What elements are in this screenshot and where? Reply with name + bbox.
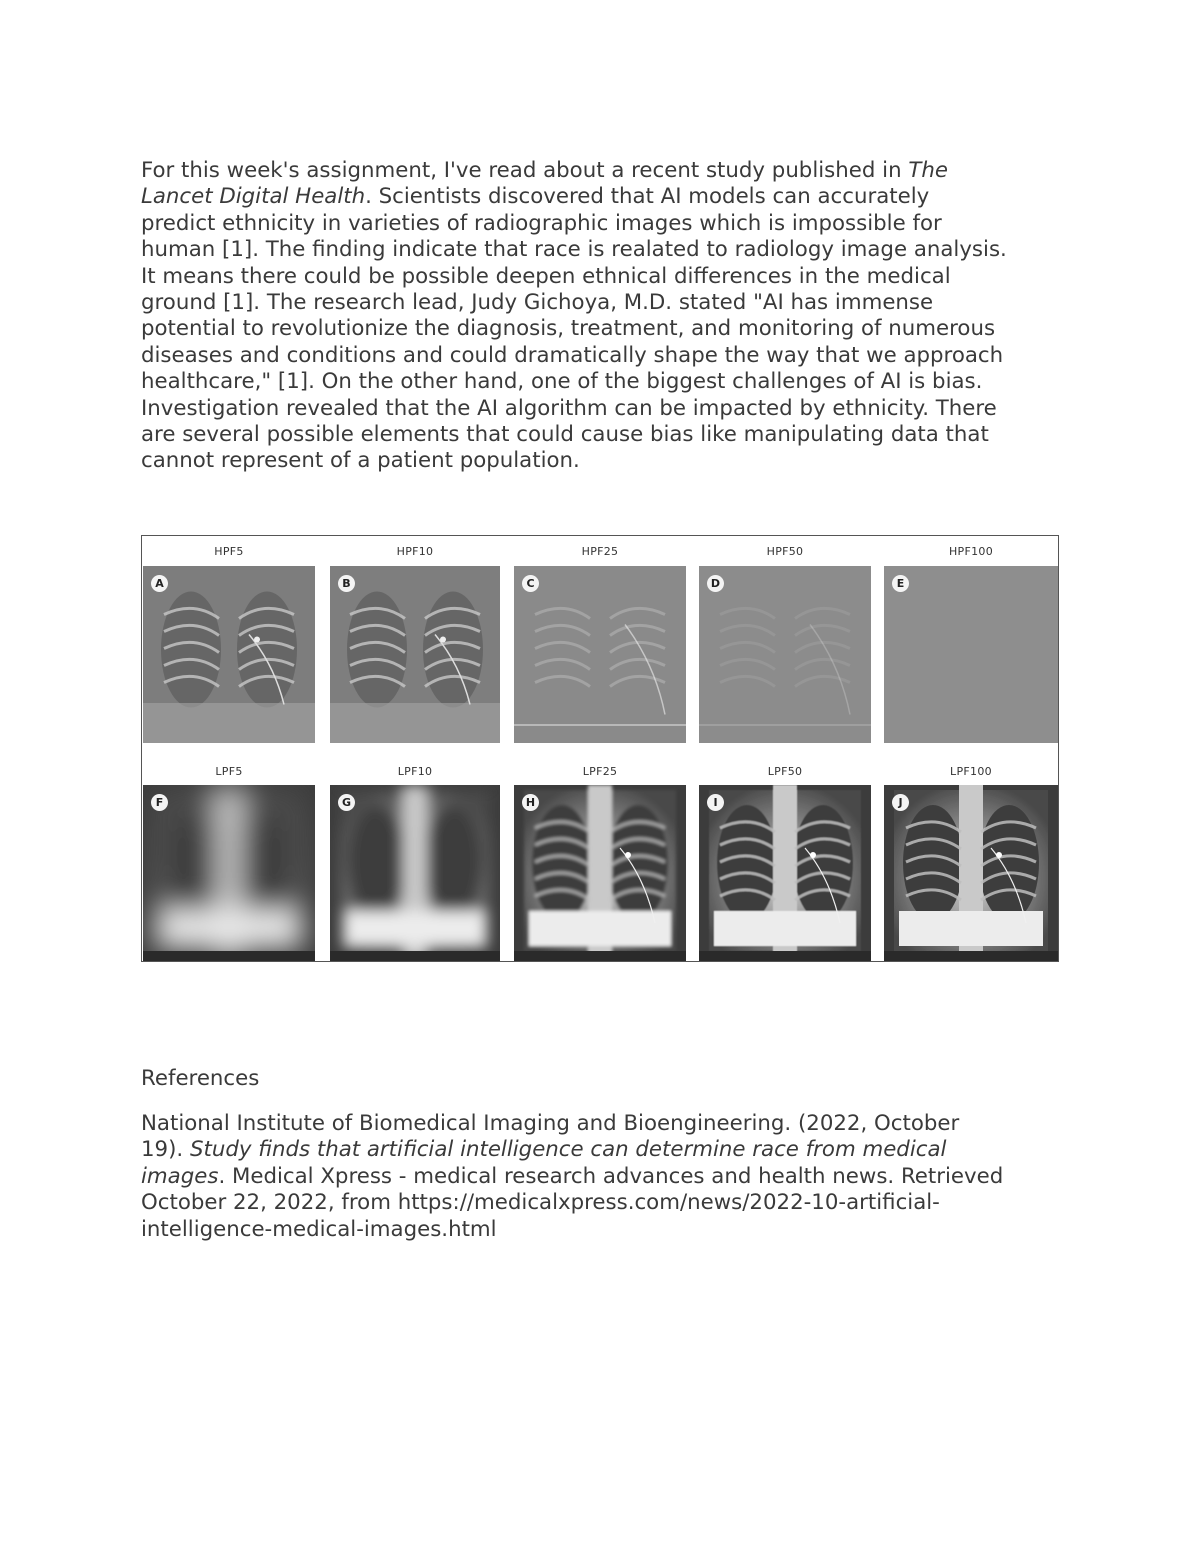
text-run: Investigation revealed that the AI algorithm can be impacted by ethnicity. There [141,395,997,421]
panel-letter-badge: G [338,794,355,811]
text-run: diseases and conditions and could dramatically shape the way that we approach [141,342,1004,368]
xray-image-lpf5 [143,785,315,961]
xray-image-hpf100 [884,566,1058,743]
xray-image-lpf10 [330,785,500,961]
reference-line [141,1217,1081,1243]
body-line [141,264,1081,290]
xray-image-lpf50 [699,785,871,961]
body-line [141,290,1081,316]
low-pass-row [142,757,1058,962]
panel-letter-badge: A [151,575,168,592]
panel-letter-badge: D [707,575,724,592]
italic-text: Study finds that artificial intelligence can determine race from medical [189,1137,947,1163]
xray-image-hpf5 [143,566,315,743]
xray-image-lpf25 [514,785,686,961]
text-run: potential to revolutionize the diagnosis, treatment, and monitoring of numerous [141,316,996,342]
text-run: intelligence-medical-images.html [141,1216,497,1242]
text-run: It means there could be possible deepen ethnical differences in the medical [141,263,951,289]
panel-title-hpf50: HPF50 [766,545,804,558]
panel-letter-badge: H [522,794,539,811]
xray-image-lpf100 [884,785,1058,961]
text-run: cannot represent of a patient population. [141,448,580,474]
text-run: For this week's assignment, I've read about a recent study published in [141,158,909,183]
body-line [141,396,1081,422]
panel-letter-badge: C [522,575,539,592]
panel-title-lpf50: LPF50 [767,765,803,778]
panel-title-lpf100: LPF100 [950,765,992,778]
panel-title-lpf5: LPF5 [215,765,243,778]
text-run: . Scientists discovered that AI models can accurately [365,184,930,210]
reference-line [141,1137,1081,1163]
panel-letter-badge: F [151,794,168,811]
italic-text: The [908,158,948,183]
xray-filter-figure [141,535,1059,962]
body-line [141,184,1081,210]
body-line [141,158,1081,184]
panel-letter-badge: B [338,575,355,592]
xray-image-hpf10 [330,566,500,743]
body-line [141,369,1081,395]
xray-image-hpf25 [514,566,686,743]
panel-letter-badge: J [892,794,909,811]
panel-title-hpf25: HPF25 [581,545,619,558]
body-line [141,211,1081,237]
italic-text: images [141,1163,219,1189]
body-line [141,343,1081,369]
panel-letter-badge: I [707,794,724,811]
high-pass-row [142,536,1058,744]
panel-title-hpf10: HPF10 [396,545,434,558]
panel-letter-badge: E [892,575,909,592]
body-paragraph [141,158,1081,475]
text-run: predict ethnicity in varieties of radiographic images which is impossible for [141,210,942,236]
panel-title-lpf10: LPF10 [397,765,433,778]
reference-line [141,1164,1081,1190]
text-run: . Medical Xpress - medical research advances and health news. Retrieved [218,1163,1004,1189]
text-run: 19). [141,1137,190,1163]
text-run: are several possible elements that could cause bias like manipulating data that [141,422,989,448]
reference-entry [141,1111,1081,1243]
reference-line [141,1111,1081,1137]
italic-text: Lancet Digital Health [141,184,366,210]
body-line [141,448,1081,474]
reference-line [141,1190,1081,1216]
text-run: October 22, 2022, from https://medicalxpress.com/news/2022-10-artificial- [141,1190,940,1216]
panel-title-hpf100: HPF100 [948,545,994,558]
text-run: ground [1]. The research lead, Judy Gichoya, M.D. stated "AI has immense [141,290,934,316]
text-run: National Institute of Biomedical Imaging and Bioengineering. (2022, October [141,1111,960,1136]
body-line [141,316,1081,342]
panel-title-hpf5: HPF5 [214,545,244,558]
body-line [141,237,1081,263]
xray-image-hpf50 [699,566,871,743]
references-heading: References [141,1066,260,1091]
panel-title-lpf25: LPF25 [582,765,618,778]
text-run: healthcare," [1]. On the other hand, one of the biggest challenges of AI is bias. [141,369,983,395]
body-line [141,422,1081,448]
text-run: human [1]. The finding indicate that race is realated to radiology image analysis. [141,237,1007,263]
